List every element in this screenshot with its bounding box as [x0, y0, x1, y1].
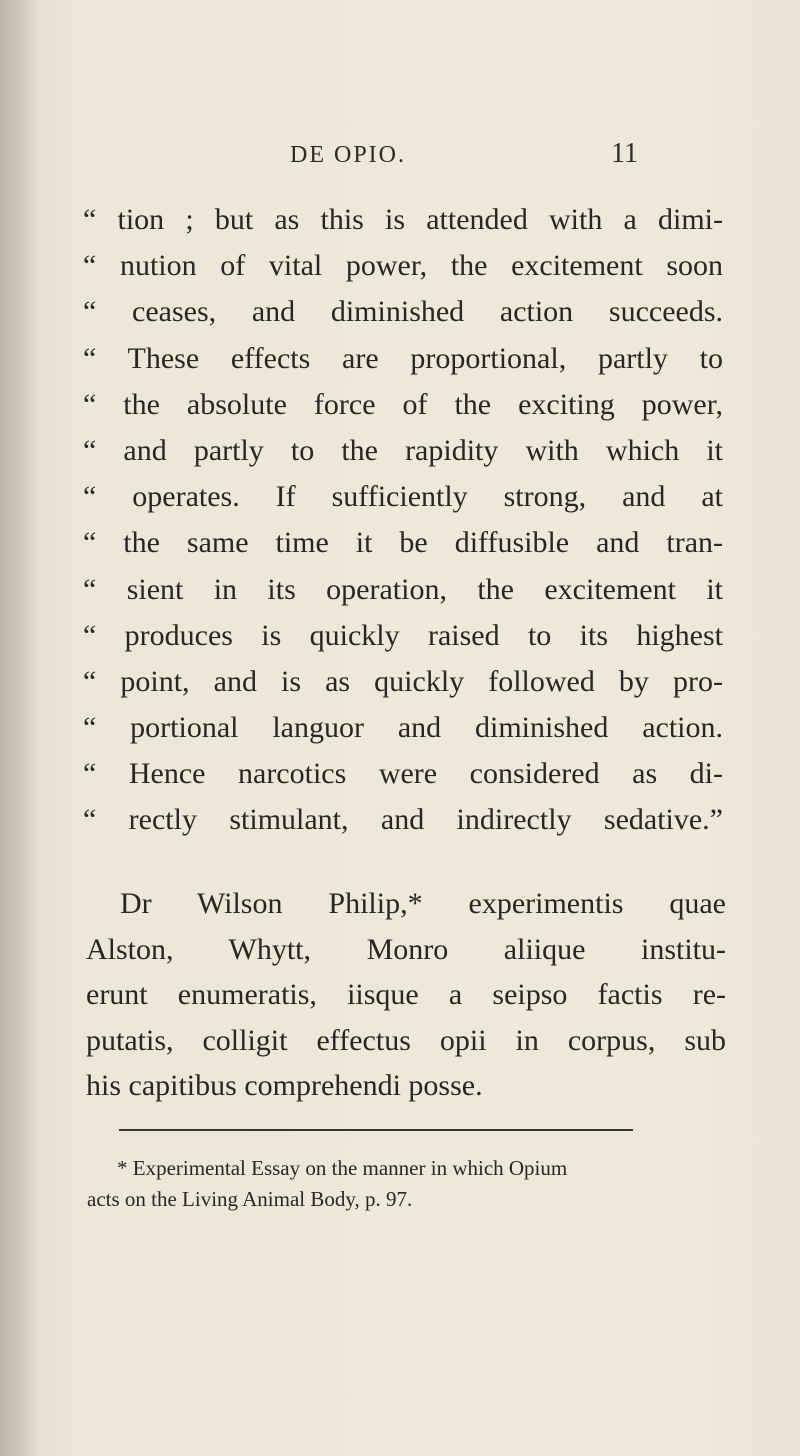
paragraph-line: Alston, Whytt, Monro aliique institu- [86, 932, 726, 966]
quote-line: “ tion ; but as this is attended with a dimi- [83, 203, 723, 236]
quote-line: “ sient in its operation, the excitement it [83, 572, 723, 606]
body-paragraph [86, 881, 726, 1109]
quote-line: “ the absolute force of the exciting power, [83, 387, 723, 421]
paragraph-line: Dr Wilson Philip,* experimentis quae [120, 887, 726, 920]
spine-shadow [0, 0, 40, 1456]
footnote-rule [119, 1129, 633, 1131]
footnote [87, 1153, 727, 1215]
footnote-line: acts on the Living Animal Body, p. 97. [87, 1187, 413, 1211]
quotation-block [83, 197, 723, 844]
paragraph-line: his capitibus comprehendi posse. [86, 1069, 483, 1103]
paragraph-line: putatis, colligit effectus opii in corpus, sub [86, 1023, 726, 1057]
quote-line: “ the same time it be diffusible and tran- [83, 526, 723, 560]
page-number: 11 [611, 138, 638, 169]
quote-line: “ nution of vital power, the excitement soon [83, 249, 723, 283]
footnote-line: * Experimental Essay on the manner in which Opium [117, 1156, 568, 1180]
quote-line: “ point, and is as quickly followed by pro- [83, 664, 723, 698]
paragraph-line: erunt enumeratis, iisque a seipso factis re- [86, 978, 726, 1012]
quote-line: “ portional languor and diminished action. [83, 711, 723, 745]
quote-line: “ and partly to the rapidity with which it [83, 433, 723, 467]
quote-line: “ These effects are proportional, partly to [83, 341, 723, 375]
quote-line: “ rectly stimulant, and indirectly sedative.” [83, 803, 723, 837]
running-title: DE OPIO. [290, 142, 406, 168]
quote-line: “ operates. If sufficiently strong, and at [83, 480, 723, 514]
page-header [0, 136, 800, 176]
quote-line: “ ceases, and diminished action succeeds. [83, 295, 723, 329]
quote-line: “ produces is quickly raised to its highest [83, 618, 723, 652]
quote-line: “ Hence narcotics were considered as di- [83, 757, 723, 791]
